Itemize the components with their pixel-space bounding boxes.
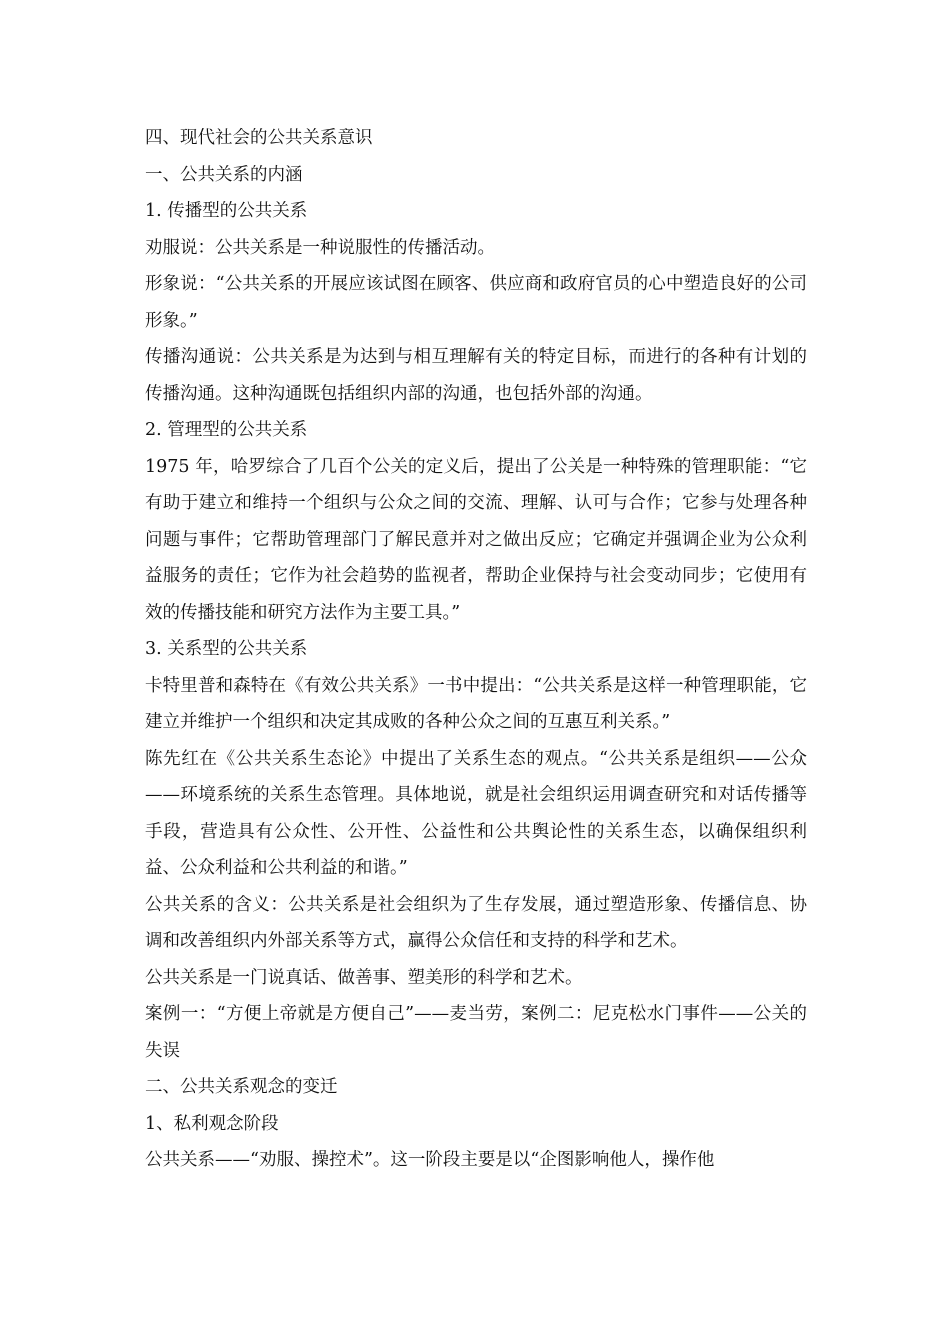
item-heading: 2. 管理型的公共关系	[145, 420, 308, 440]
body-paragraph: 劝服说：公共关系是一种说服性的传播活动。	[145, 237, 495, 258]
body-paragraph: 案例一：“方便上帝就是方便自己”——麦当劳，案例二：尼克松水门事件——公关的失误	[145, 1004, 807, 1061]
body-paragraph: 公共关系是一门说真话、做善事、塑美形的科学和艺术。	[145, 967, 583, 988]
item-heading: 1、私利观念阶段	[145, 1113, 279, 1134]
body-paragraph: 陈先红在《公共关系生态论》中提出了关系生态的观点。“公共关系是组织——公众——环境系统的关系生态管理。具体地说，就是社会组织运用调查研究和对话传播等手段，营造具有公众性、公开性、公益性和公共舆论性的关系生态，以确保组织利益、公众利益和公共利益的和谐。”	[145, 748, 807, 878]
body-paragraph: 传播沟通说：公共关系是为达到与相互理解有关的特定目标，而进行的各种有计划的传播沟通。这种沟通既包括组织内部的沟通，也包括外部的沟通。	[145, 347, 807, 404]
body-paragraph: 1975 年，哈罗综合了几百个公关的定义后，提出了公关是一种特殊的管理职能：“它有助于建立和维持一个组织与公众之间的交流、理解、认可与合作；它参与处理各种问题与事件；它帮助管理部门了解民意并对之做出反应；它确定并强调企业为公众利益服务的责任；它作为社会趋势的监视者，帮助企业保持与社会变动同步；它使用有效的传播技能和研究方法作为主要工具。”	[145, 456, 807, 623]
body-paragraph: 公共关系的含义：公共关系是社会组织为了生存发展，通过塑造形象、传播信息、协调和改善组织内外部关系等方式，赢得公众信任和支持的科学和艺术。	[145, 894, 807, 951]
body-paragraph: 公共关系——“劝服、操控术”。这一阶段主要是以“企图影响他人，操作他	[145, 1150, 715, 1170]
subsection-heading: 一、公共关系的内涵	[145, 164, 303, 185]
item-heading: 1. 传播型的公共关系	[145, 201, 308, 221]
subsection-heading: 二、公共关系观念的变迁	[145, 1077, 338, 1097]
item-heading: 3. 关系型的公共关系	[145, 639, 308, 659]
body-paragraph: 卡特里普和森特在《有效公共关系》一书中提出：“公共关系是这样一种管理职能，它建立并维护一个组织和决定其成败的各种公众之间的互惠互利关系。”	[145, 675, 807, 732]
body-paragraph: 形象说：“公共关系的开展应该试图在顾客、供应商和政府官员的心中塑造良好的公司形象。”	[145, 274, 807, 331]
document-page	[145, 120, 807, 1179]
section-heading: 四、现代社会的公共关系意识	[145, 128, 373, 148]
